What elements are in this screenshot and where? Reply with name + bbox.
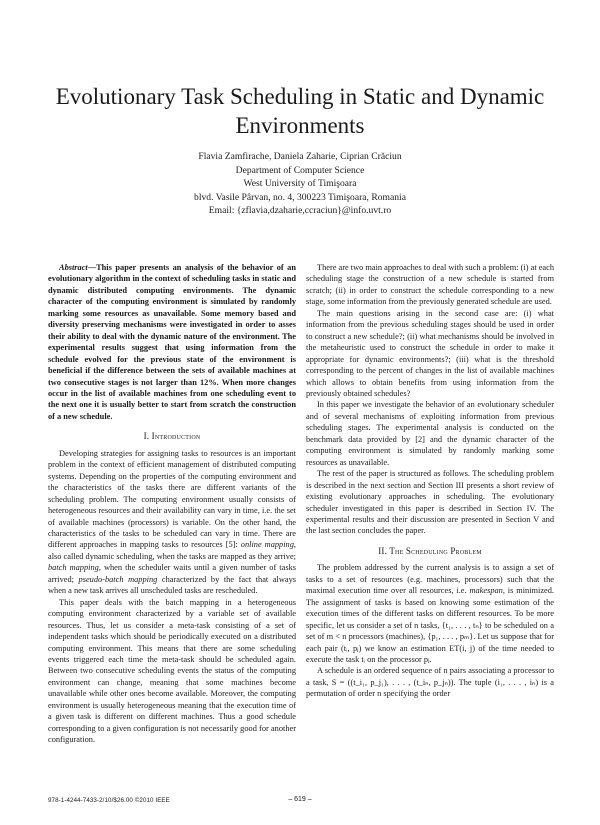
emphasis: makespan [469, 586, 503, 596]
author-block [40, 150, 560, 218]
paper-title: Evolutionary Task Scheduling in Static and Dynamic Environments [55, 84, 545, 138]
text-run: Developing strategies for assigning tasks to resources is an important problem in the context of efficient management of distributed computing systems. Depending on the properties of the computing environment and the characteristics of the tasks there are different variants of the scheduling problem. The computing environment usually consists of heterogeneous resources and their availability can vary in time, i.e. the set of available machines (processors) is variable. On the other hand, the characteristics of the tasks to be scheduled can vary in time. There are different approaches in mapping tasks to resources [5]: [48, 448, 296, 550]
text-run: , when the scheduler waits until a given number of tasks arrived; [48, 563, 296, 584]
problem-paragraph-1 [306, 562, 554, 665]
text-run: The problem addressed by the current analysis is to assign a set of tasks to a set of resources (e.g. machines, processors) such that the maximal execution time over all resources, i.e. [306, 563, 554, 596]
affiliation-address: blvd. Vasile Pârvan, no. 4, 300223 Timişoara, Romania [194, 191, 406, 203]
text-run: , is minimized. The assignment of tasks is based on knowing some estimation of the execution times of the different tasks on different resources. To be more specific, let us consider a set of n tasks, {t₁, . . . , tₙ} to be scheduled on a set of m < n processors (machines), {p₁, . . . , pₘ}. Let us suppose that for each pair (tᵢ, pⱼ) we know an estimation ET(i, j) of the time needed to execute the task tᵢ on the processor pⱼ. [306, 586, 554, 664]
abstract-label: Abstract [59, 263, 88, 272]
intro-paragraph-5: In this paper we investigate the behavior of an evolutionary scheduler and of several mechanisms of exploiting information from previous scheduling stages. The experimental analysis is conducted on the benchmark data provided by [2] and the dynamic character of the computing environment is simulated by randomly marking some resources as unavailable. [306, 400, 554, 467]
intro-paragraph-2: This paper deals with the batch mapping in a heterogeneous computing environment characterized by a variable set of available resources. Thus, let us consider a meta-task consisting of a set of independent tasks which should be periodically executed on a distributed computing environment. This means that there are some scheduling events triggered each time the meta-task should be scheduled again. Between two consecutive scheduling events the status of the computing environment can change, meaning that some machines become unavailable while other ones become available. Moreover, the computing environment is usually heterogeneous meaning that the execution time of a given task is different on different machines. Thus a good schedule corresponding to a given configuration is not necessarily good for another configuration. [48, 597, 296, 745]
abstract [48, 262, 296, 422]
affiliation-dept: Department of Computer Science [235, 164, 365, 176]
text-run: , also called dynamic scheduling, when the tasks are mapped as they arrive; [48, 540, 296, 561]
section-heading-introduction: I. Introduction [143, 431, 201, 442]
emphasis: online mapping [240, 540, 294, 550]
intro-paragraph-6: The rest of the paper is structured as follows. The scheduling problem is described in the next section and Section III presents a short review of existing evolutionary approaches in scheduling. The evolutionary scheduler investigated in this paper is described in Section IV. The experimental results and their discussion are presented in Section V and the last section concludes the paper. [306, 469, 554, 536]
problem-paragraph-2: A schedule is an ordered sequence of n pairs associating a processor to a task, S = ((t_i₁, p_j₁), . . . , (t_iₙ, p_jₙ)). The tuple (i₁, . . . , iₙ) is a permutation of order n specifying the order [306, 666, 554, 699]
affiliation-univ: West University of Timişoara [243, 178, 357, 190]
emphasis: batch mapping [48, 563, 99, 573]
text-run: characterized by the fact that always when a new task arrives all unscheduled tasks are rescheduled. [48, 574, 297, 596]
page-number: – 619 – [288, 796, 312, 803]
emphasis: pseudo-batch mapping [78, 574, 158, 584]
intro-paragraph-1 [48, 448, 296, 597]
copyright-line: 978-1-4244-7433-2/10/$26.00 ©2010 IEEE [48, 797, 170, 804]
abstract-text: —This paper presents an analysis of the behavior of an evolutionary algorithm in the context of scheduling tasks in static and dynamic distributed computing environments. The dynamic character of the computing environment is simulated by randomly marking some resources as unavailable. Some memory based and diversity preserving mechanisms were investigated in order to asses their ability to deal with the dynamic nature of the environment. The experimental results suggest that using information from the schedule evolved for the previous state of the environment is beneficial if the difference between the sets of available machines at two consecutive stages is not larger than 12%. When more changes occur in the list of available machines from one scheduling event to the next one it is usually better to start from scratch the construction of a new schedule. [48, 263, 296, 421]
affiliation-email: Email: {zflavia,dzaharie,ccraciun}@info.uvt.ro [208, 205, 392, 217]
intro-paragraph-3: There are two main approaches to deal with such a problem: (i) at each scheduling stage the construction of a new schedule is started from scratch; (ii) in order to construct the schedule corresponding to a new stage, some information from the previously generated schedule are used. [306, 263, 555, 307]
intro-paragraph-4: The main questions arising in the second case are: (i) what information from the previous scheduling stages should be used in order to construct a new schedule?; (ii) what mechanisms should be involved in the metaheuristic used to construct the schedule in order to make it appropriate for dynamic environments?; (iii) what is the threshold corresponding to the percent of changes in the list of available machines which allows to obtain benefits from using information from the previously obtained schedules? [306, 308, 554, 398]
right-column [306, 262, 554, 700]
section-heading-scheduling-problem: II. The Scheduling Problem [378, 545, 482, 556]
left-column [48, 262, 296, 746]
author-names: Flavia Zamfirache, Daniela Zaharie, Ciprian Crăciun [198, 151, 402, 162]
